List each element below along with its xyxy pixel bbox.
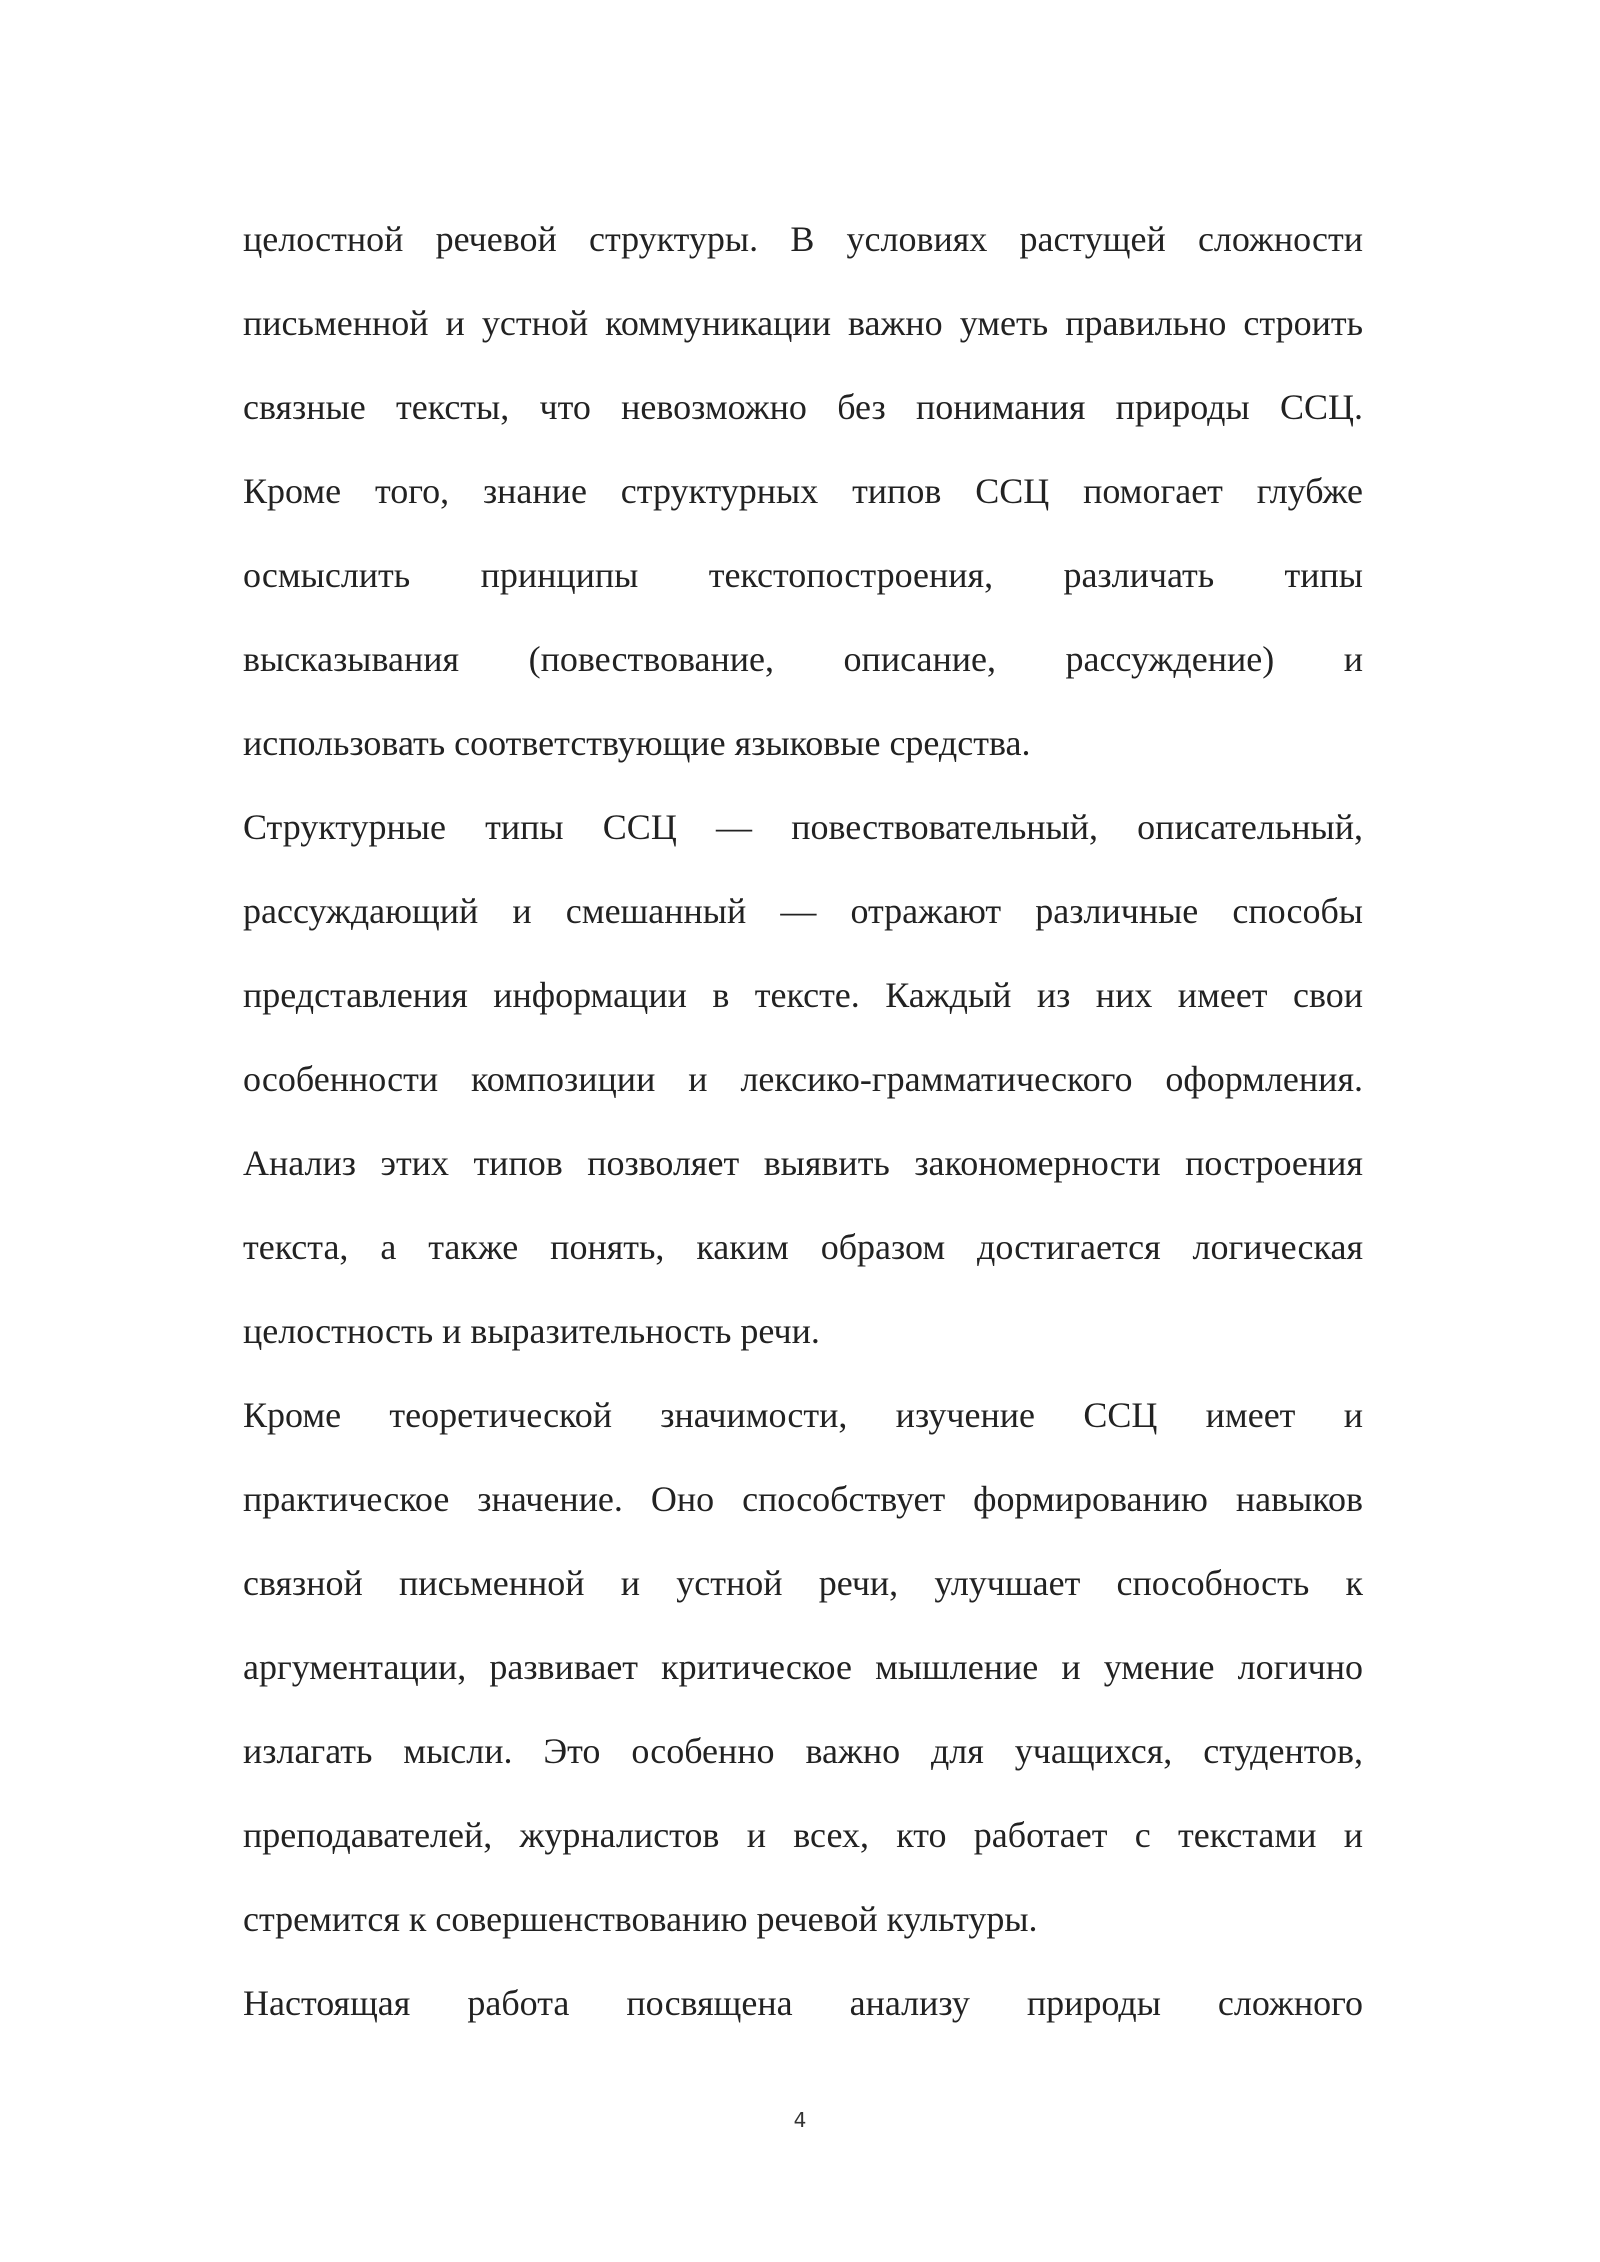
text-line: Структурные типы ССЦ — повествовательный, описательный, (243, 807, 1363, 847)
text-line: связные тексты, что невозможно без понимания природы ССЦ. (243, 387, 1363, 427)
text-line: рассуждающий и смешанный — отражают различные способы (243, 891, 1363, 931)
text-line: Анализ этих типов позволяет выявить закономерности построения (243, 1143, 1363, 1183)
text-line: практическое значение. Оно способствует формированию навыков (243, 1479, 1363, 1519)
text-line: представления информации в тексте. Каждый из них имеет свои (243, 975, 1363, 1015)
text-line: аргументации, развивает критическое мышление и умение логично (243, 1647, 1363, 1687)
page-number: 4 (793, 2108, 807, 2132)
document-body (243, 197, 1363, 2045)
text-line: целостность и выразительность речи. (243, 1311, 820, 1351)
text-line: особенности композиции и лексико-грамматического оформления. (243, 1059, 1363, 1099)
text-line: высказывания (повествование, описание, рассуждение) и (243, 639, 1363, 679)
text-line: преподавателей, журналистов и всех, кто работает с текстами и (243, 1815, 1363, 1855)
text-line: стремится к совершенствованию речевой культуры. (243, 1899, 1038, 1939)
text-line: Настоящая работа посвящена анализу природы сложного (243, 1983, 1363, 2023)
text-line: Кроме того, знание структурных типов ССЦ помогает глубже (243, 471, 1363, 511)
text-line: излагать мысли. Это особенно важно для учащихся, студентов, (243, 1731, 1363, 1771)
text-line: целостной речевой структуры. В условиях растущей сложности (243, 219, 1363, 259)
text-line: Кроме теоретической значимости, изучение ССЦ имеет и (243, 1395, 1363, 1435)
text-line: связной письменной и устной речи, улучшает способность к (243, 1563, 1363, 1603)
text-line: использовать соответствующие языковые средства. (243, 723, 1031, 763)
text-line: письменной и устной коммуникации важно уметь правильно строить (243, 303, 1363, 343)
text-line: осмыслить принципы текстопостроения, различать типы (243, 555, 1363, 595)
text-line: текста, а также понять, каким образом достигается логическая (243, 1227, 1363, 1267)
